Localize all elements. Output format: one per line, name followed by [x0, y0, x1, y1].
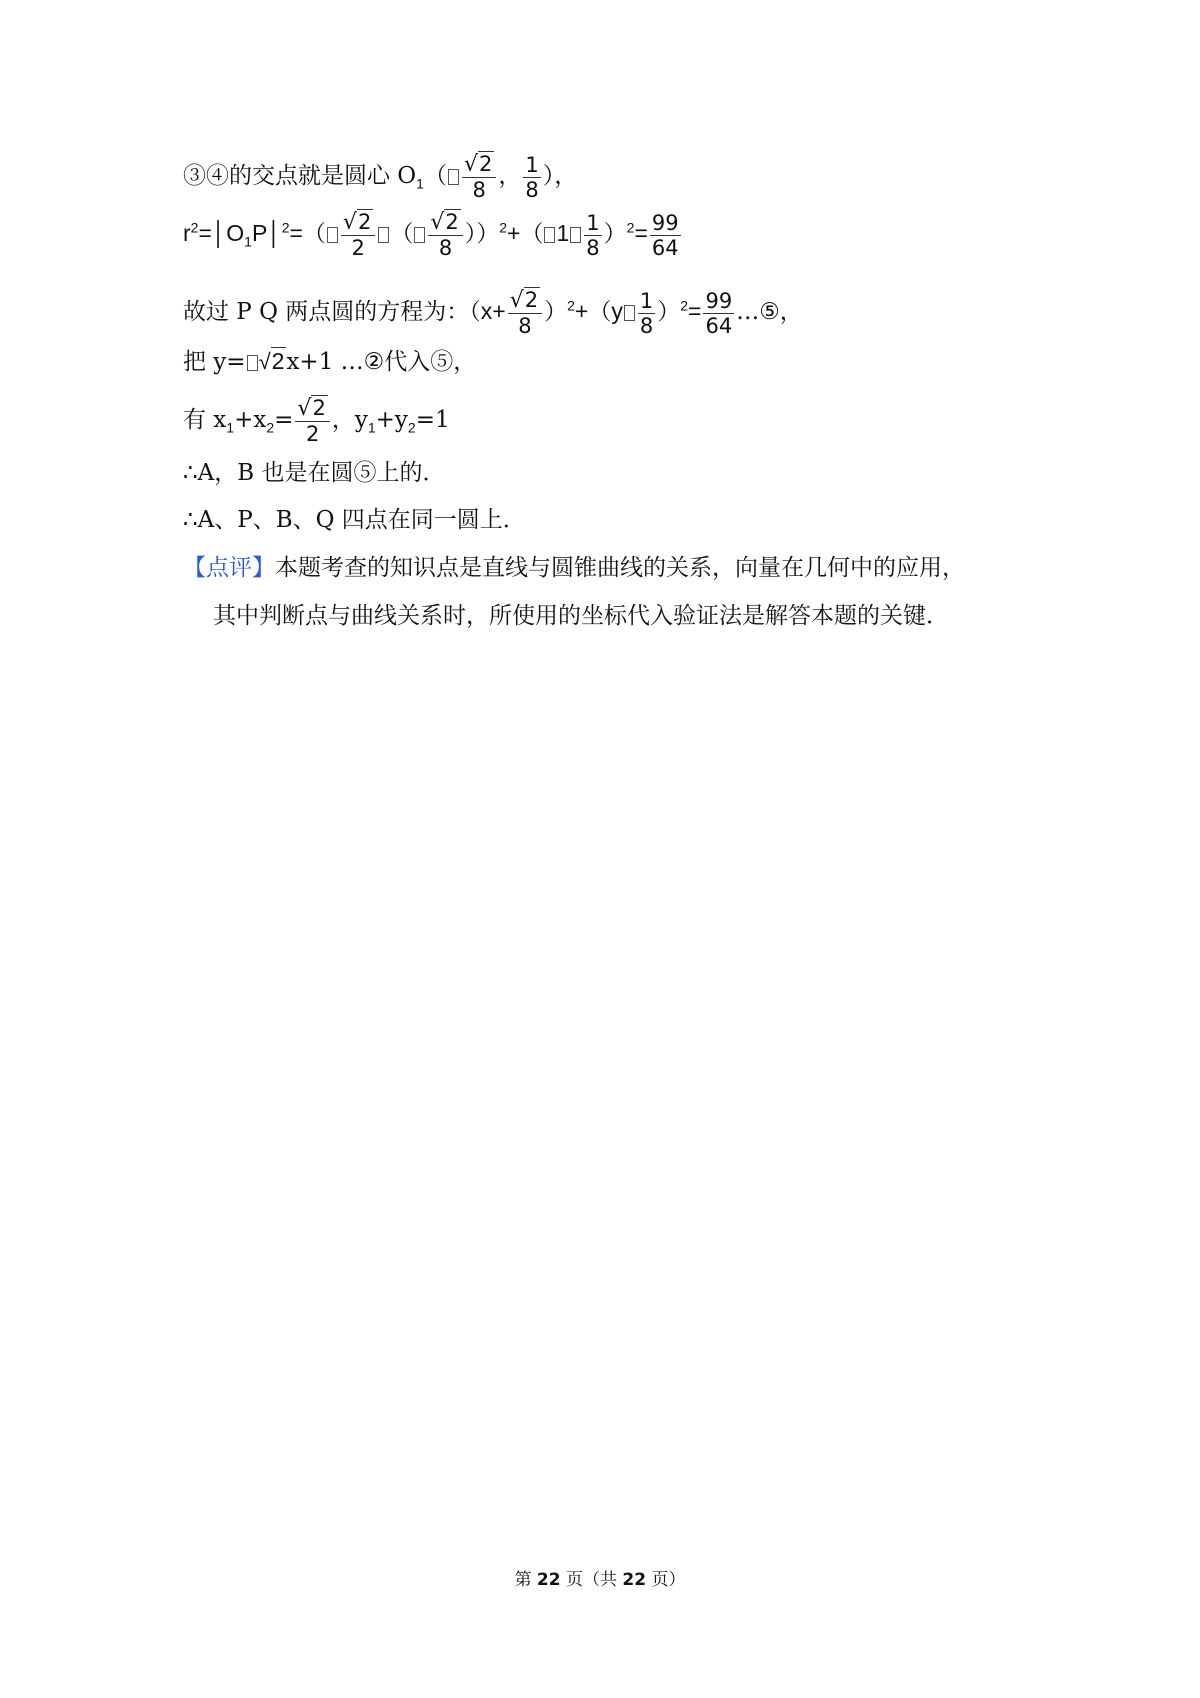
fraction: $\frac{1}{8}$: [525, 152, 539, 202]
missing-glyph-icon: [448, 169, 459, 185]
line-1: ③④的交点就是圆心 $O_1$（ $\frac{√2}{8}$ ， $\frac{1}{8}$ ），: [183, 152, 578, 202]
fraction: $\frac{√2}{2}$: [295, 396, 329, 446]
line-6: ∴A，B 也是在圆⑤上的．: [183, 460, 446, 486]
line-4: 把 y= √2x+1 …②代入⑤，: [183, 348, 477, 375]
page-number: 22: [536, 1570, 561, 1590]
fraction: $\frac{√2}{8}$: [428, 210, 462, 260]
missing-glyph-icon: [327, 227, 338, 243]
line-7: ∴A、P、B、Q 四点在同一圆上．: [183, 507, 526, 533]
fraction: $\frac{√2}{2}$: [341, 210, 375, 260]
missing-glyph-icon: [544, 227, 555, 243]
page-footer: 第 22 页（共 22 页）: [514, 1570, 686, 1590]
fraction: $\frac{√2}{8}$: [462, 152, 496, 202]
comment-tag: 【点评】: [183, 555, 275, 581]
fraction: $\frac{1}{8}$: [639, 288, 654, 338]
missing-glyph-icon: [570, 227, 581, 243]
fraction: $\frac{99}{64}$: [705, 288, 733, 338]
comment-line: 【点评】本题考查的知识点是直线与圆锥曲线的关系，向量在几何中的应用，: [183, 555, 965, 581]
comment-line-2: 其中判断点与曲线关系时，所使用的坐标代入验证法是解答本题的关键．: [213, 603, 949, 629]
fraction: $\frac{√2}{8}$: [508, 288, 542, 338]
fraction: $\frac{99}{64}$: [651, 210, 679, 260]
missing-glyph-icon: [247, 355, 258, 371]
missing-glyph-icon: [378, 227, 389, 243]
missing-glyph-icon: [414, 227, 425, 243]
line-2: $r^2=│O_1P│^2=$（ $\frac{√2}{2}$ （ $\frac{√2}{8}$ ））$^2$+（ 1 $\frac{1}{8}$ ）$^2$= $\frac{99}{64}$: [183, 210, 679, 260]
line-5: 有 $x_1+x_2=$ $\frac{√2}{2}$ ，$y_1+y_2=1$: [183, 396, 450, 446]
missing-glyph-icon: [624, 305, 635, 321]
line-3: 故过 P Q 两点圆的方程为：（x+ $\frac{√2}{8}$ ）$^2$+（y $\frac{1}{8}$ ）$^2$= $\frac{99}{64}$ …⑤，: [183, 288, 803, 338]
page-total: 22: [622, 1570, 647, 1590]
fraction: $\frac{1}{8}$: [586, 210, 600, 260]
